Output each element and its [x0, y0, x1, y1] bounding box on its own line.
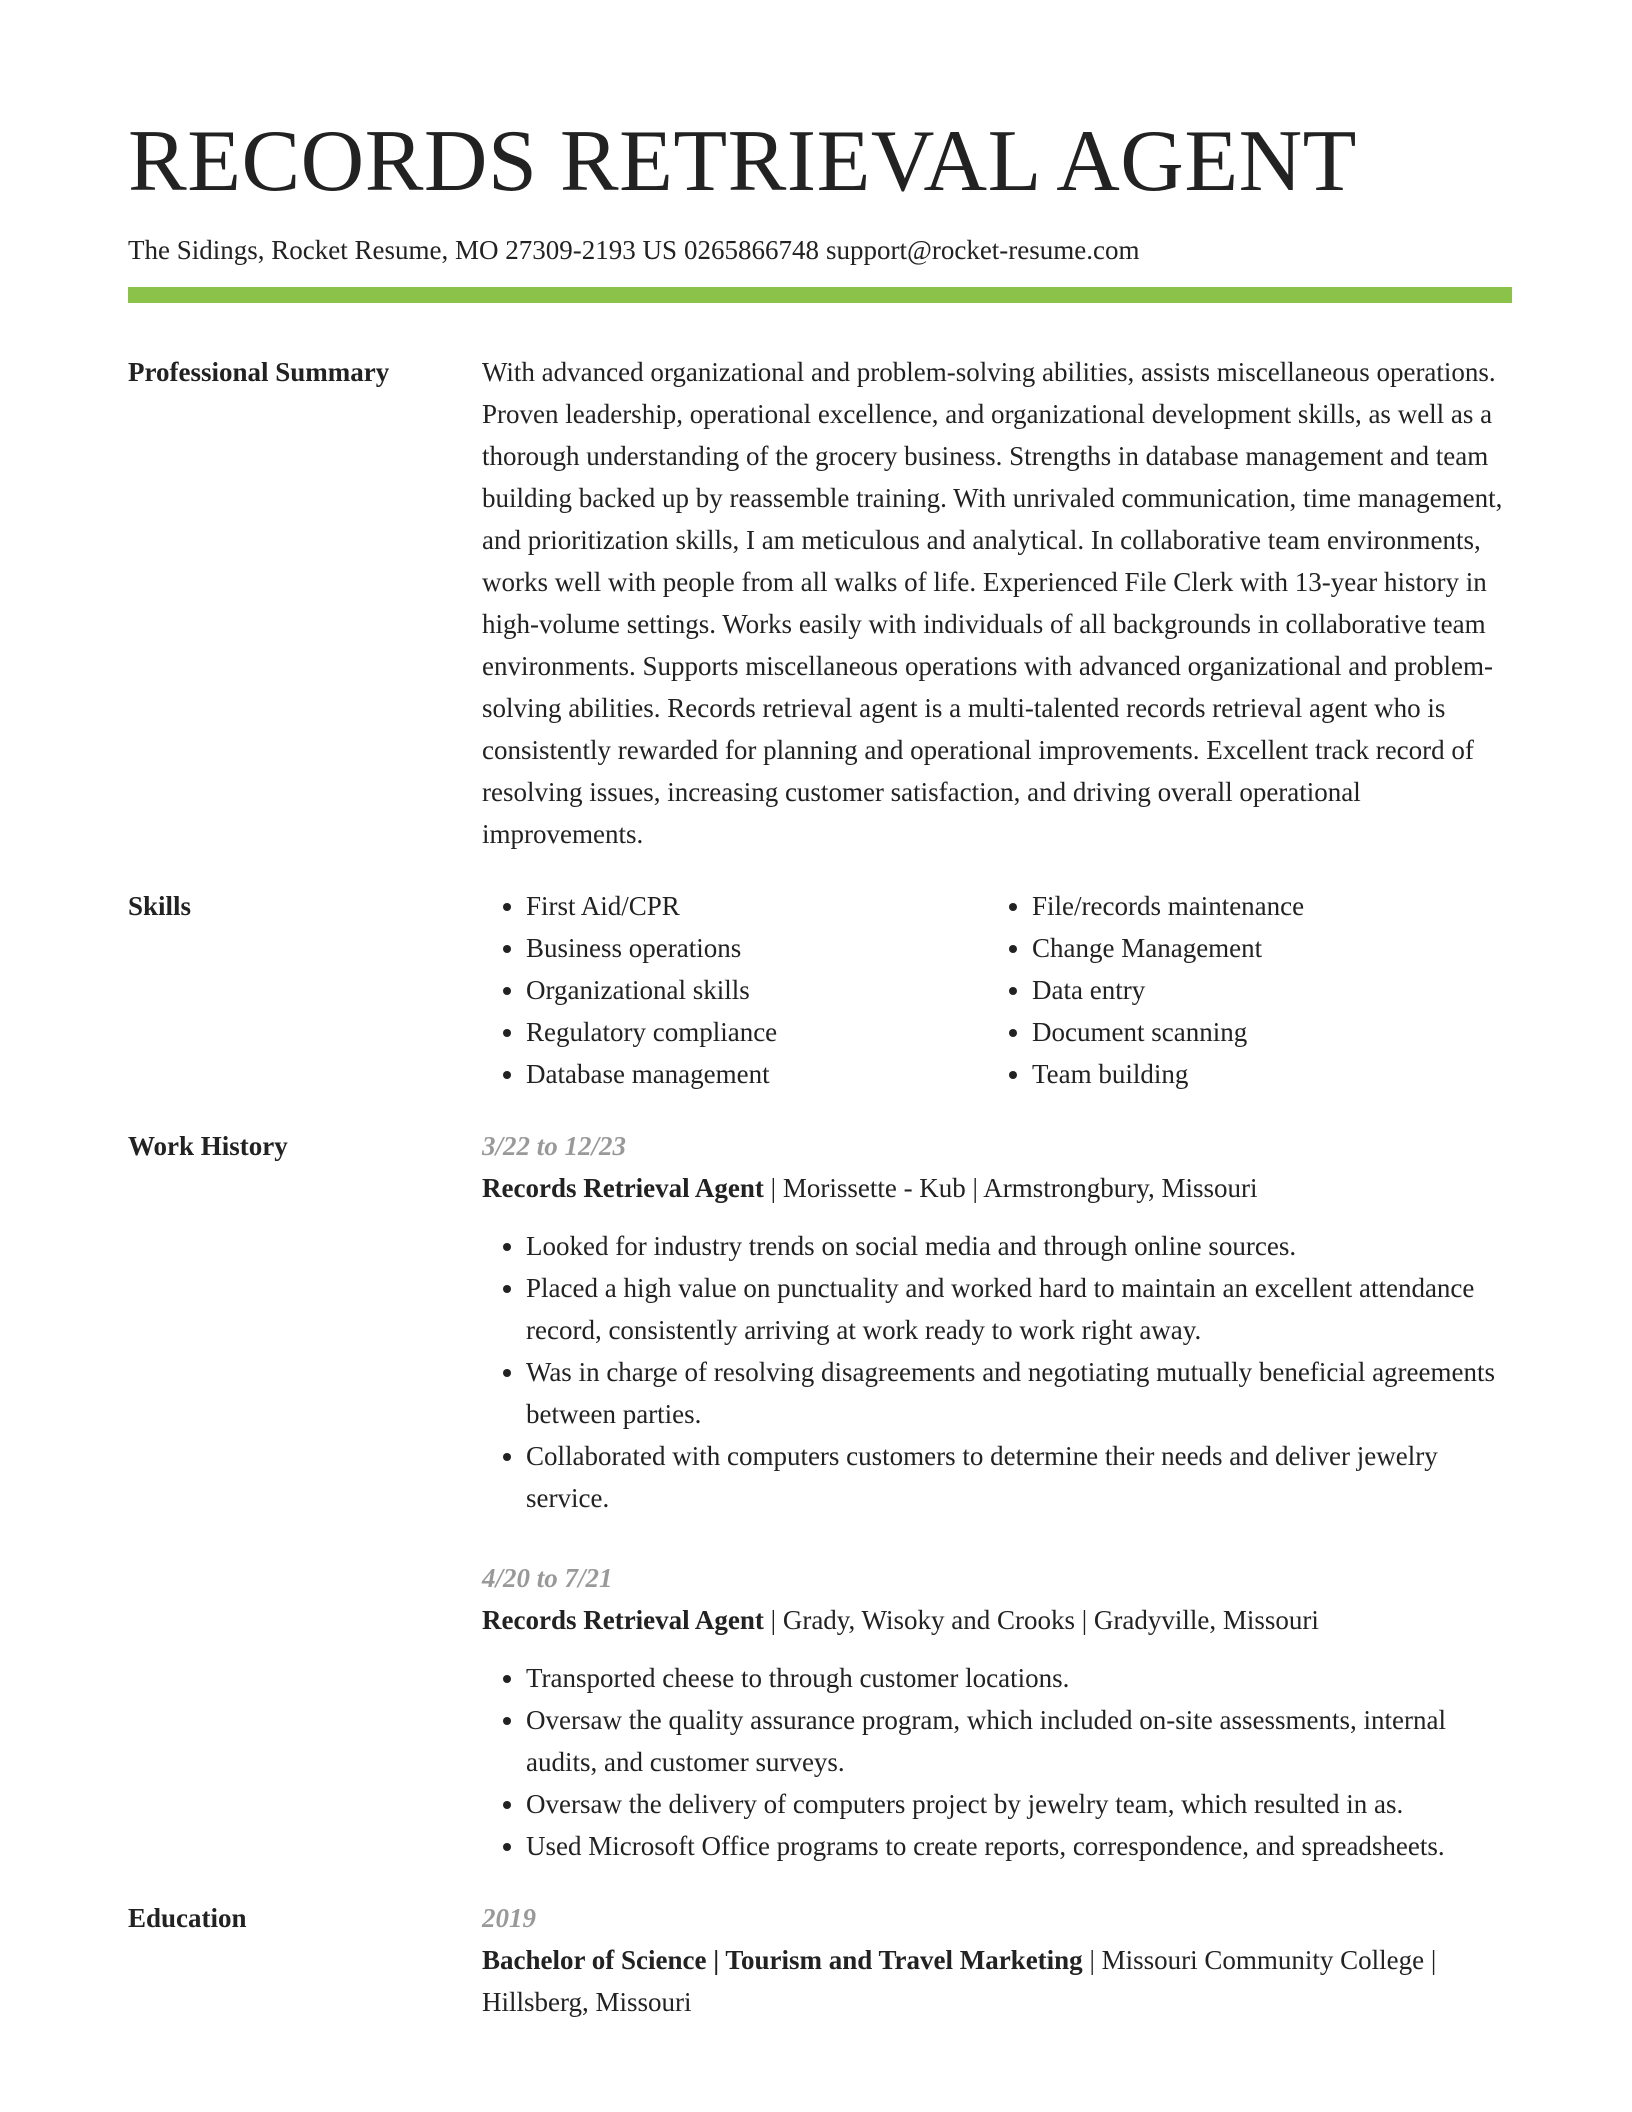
- job-bullet: • Transported cheese to through customer locations.: [526, 1657, 1512, 1699]
- contact-address: The Sidings, Rocket Resume, MO 27309-2193 US: [128, 235, 677, 265]
- skills-section: [128, 885, 1512, 1095]
- summary-body: [482, 351, 1512, 855]
- education-school: | Missouri Community College | Hillsberg, Missouri: [482, 1945, 1437, 2017]
- education-line: [482, 1939, 1512, 2023]
- job-bullet: • Placed a high value on punctuality and worked hard to maintain an excellent attendance record, consistently arriving at work ready to work right away.: [526, 1267, 1512, 1351]
- skill-item: • First Aid/CPR: [526, 885, 988, 927]
- skills-body: [482, 885, 1512, 1095]
- skill-item: • Database management: [526, 1053, 988, 1095]
- skill-item: • Document scanning: [1032, 1011, 1304, 1053]
- job-dates: 4/20 to 7/21: [482, 1563, 613, 1593]
- job-bullets: [482, 1657, 1512, 1867]
- resume-name: RECORDS RETRIEVAL AGENT: [128, 113, 1357, 210]
- skill-item: • Change Management: [1032, 927, 1304, 969]
- skill-item: • Data entry: [1032, 969, 1304, 1011]
- job-title: Records Retrieval Agent: [482, 1173, 764, 1203]
- education-section: [128, 1897, 1512, 2023]
- skill-item: • Business operations: [526, 927, 988, 969]
- job-bullet: • Looked for industry trends on social media and through online sources.: [526, 1225, 1512, 1267]
- contact-line: [128, 232, 1140, 268]
- contact-phone: 0265866748: [683, 235, 819, 265]
- skill-item: • Organizational skills: [526, 969, 988, 1011]
- job-dates: 3/22 to 12/23: [482, 1131, 627, 1161]
- section-label-skills: Skills: [128, 891, 192, 921]
- education-degree: Bachelor of Science | Tourism and Travel Marketing: [482, 1945, 1083, 1975]
- job-bullet: • Oversaw the delivery of computers project by jewelry team, which resulted in as.: [526, 1783, 1512, 1825]
- education-year: 2019: [482, 1903, 536, 1933]
- job-title: Records Retrieval Agent: [482, 1605, 764, 1635]
- skills-list-right: [988, 885, 1304, 1095]
- job-title-line: [482, 1167, 1512, 1209]
- job-bullet: • Collaborated with computers customers to determine their needs and deliver jewelry service.: [526, 1435, 1512, 1519]
- resume-sections: [128, 351, 1512, 2053]
- job-title-line: [482, 1599, 1512, 1641]
- skill-item: • Regulatory compliance: [526, 1011, 988, 1053]
- section-label-work: Work History: [128, 1131, 288, 1161]
- summary-text: With advanced organizational and problem-solving abilities, assists miscellaneous operations. Proven leadership, operational excellence, and organizational development skills, as well as a thorough understanding of the grocery business. Strengths in database management and team building backed up by reassemble training. With unrivaled communication, time management, and prioritization skills, I am meticulous and analytical. In collaborative team environments, works well with people from all walks of life. Experienced File Clerk with 13-year history in high-volume settings. Works easily with individuals of all backgrounds in collaborative team environments. Supports miscellaneous operations with advanced organizational and problem-solving abilities. Records retrieval agent is a multi-talented records retrieval agent who is consistently rewarded for planning and operational improvements. Excellent track record of resolving issues, increasing customer satisfaction, and driving overall operational improvements.: [482, 357, 1503, 849]
- job-bullet: • Used Microsoft Office programs to create reports, correspondence, and spreadsheets.: [526, 1825, 1512, 1867]
- job-bullets: [482, 1225, 1512, 1519]
- summary-section: [128, 351, 1512, 855]
- job-bullet: • Was in charge of resolving disagreements and negotiating mutually beneficial agreements between parties.: [526, 1351, 1512, 1435]
- skill-item: • Team building: [1032, 1053, 1304, 1095]
- work-body: [482, 1125, 1512, 1867]
- job-entry: [482, 1557, 1512, 1867]
- section-label-summary: Professional Summary: [128, 357, 390, 387]
- job-employer: | Morissette - Kub | Armstrongbury, Missouri: [763, 1173, 1258, 1203]
- work-section: [128, 1125, 1512, 1867]
- section-label-education: Education: [128, 1903, 247, 1933]
- skill-item: • File/records maintenance: [1032, 885, 1304, 927]
- education-body: [482, 1897, 1512, 2023]
- header-divider: [128, 287, 1512, 303]
- job-employer: | Grady, Wisoky and Crooks | Gradyville, Missouri: [763, 1605, 1319, 1635]
- skills-list-left: [482, 885, 988, 1095]
- job-bullet: • Oversaw the quality assurance program, which included on-site assessments, internal audits, and customer surveys.: [526, 1699, 1512, 1783]
- job-entry: [482, 1125, 1512, 1519]
- contact-email: support@rocket-resume.com: [825, 235, 1140, 265]
